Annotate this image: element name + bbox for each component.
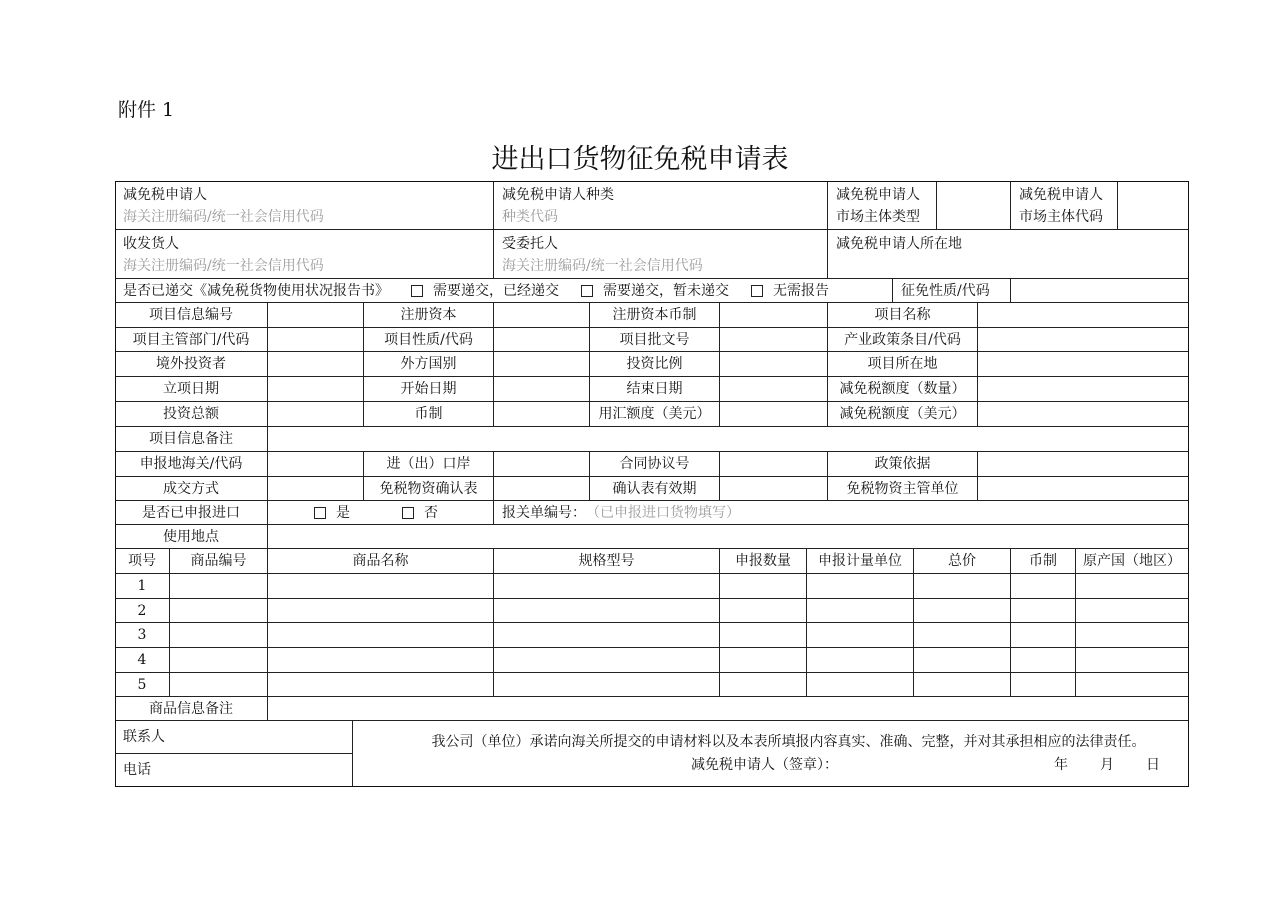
declare-r1-input-1[interactable] bbox=[268, 452, 364, 477]
project-r3-label-2: 外方国别 bbox=[364, 352, 494, 377]
goods-header-5: 申报数量 bbox=[720, 549, 807, 574]
goods-row-5-col-6[interactable] bbox=[807, 673, 914, 697]
goods-row-5-col-2[interactable] bbox=[170, 673, 268, 697]
goods-header-8: 币制 bbox=[1011, 549, 1076, 574]
goods-row-2-col-4[interactable] bbox=[494, 599, 720, 623]
project-r4-label-3: 结束日期 bbox=[590, 377, 720, 402]
goods-remark-label: 商品信息备注 bbox=[115, 697, 268, 721]
project-r2-label-2: 项目性质/代码 bbox=[364, 328, 494, 352]
phone-label: 电话 bbox=[123, 762, 151, 778]
declare-r2-input-3[interactable] bbox=[720, 477, 828, 501]
project-r5-label-2: 币制 bbox=[364, 402, 494, 427]
project-r3-input-3[interactable] bbox=[720, 352, 828, 377]
goods-header-7: 总价 bbox=[914, 549, 1011, 574]
goods-row-4-col-8[interactable] bbox=[1011, 648, 1076, 673]
project-remark-input[interactable] bbox=[268, 427, 1189, 452]
project-r4-input-4[interactable] bbox=[978, 377, 1189, 402]
goods-row-1-col-7[interactable] bbox=[914, 574, 1011, 599]
market-type-input[interactable] bbox=[937, 181, 1011, 230]
project-r1-label-1: 项目信息编号 bbox=[115, 303, 268, 328]
goods-row-5-col-9[interactable] bbox=[1076, 673, 1189, 697]
report-question: 是否已递交《减免税货物使用状况报告书》 bbox=[123, 282, 389, 299]
project-r1-input-3[interactable] bbox=[720, 303, 828, 328]
project-r5-label-1: 投资总额 bbox=[115, 402, 268, 427]
goods-row-5-col-4[interactable] bbox=[494, 673, 720, 697]
project-r1-label-4: 项目名称 bbox=[828, 303, 978, 328]
declare-r2-input-1[interactable] bbox=[268, 477, 364, 501]
use-place-input[interactable] bbox=[268, 525, 1189, 549]
goods-row-1-col-6[interactable] bbox=[807, 574, 914, 599]
goods-row-2-col-9[interactable] bbox=[1076, 599, 1189, 623]
goods-row-2-col-2[interactable] bbox=[170, 599, 268, 623]
project-r2-label-1: 项目主管部门/代码 bbox=[115, 328, 268, 352]
goods-row-1-col-4[interactable] bbox=[494, 574, 720, 599]
applicant-field[interactable] bbox=[115, 181, 494, 230]
opt-no-report[interactable]: 无需报告 bbox=[751, 282, 829, 300]
goods-remark-input[interactable] bbox=[268, 697, 1189, 721]
declare-r1-label-1: 申报地海关/代码 bbox=[115, 452, 268, 477]
goods-row-2-col-3[interactable] bbox=[268, 599, 494, 623]
checkbox-icon[interactable] bbox=[411, 285, 423, 297]
checkbox-icon[interactable] bbox=[314, 507, 326, 519]
opt-no[interactable]: 否 bbox=[402, 504, 438, 522]
goods-header-2: 商品编号 bbox=[170, 549, 268, 574]
goods-row-1-col-3[interactable] bbox=[268, 574, 494, 599]
nature-code-label: 征免性质/代码 bbox=[893, 279, 1011, 303]
pledge-block bbox=[353, 721, 1189, 787]
goods-row-3-col-4[interactable] bbox=[494, 623, 720, 648]
project-r3-input-2[interactable] bbox=[494, 352, 590, 377]
project-r5-input-1[interactable] bbox=[268, 402, 364, 427]
signature-label: 减免税申请人（签章）： bbox=[691, 757, 838, 773]
phone-field[interactable] bbox=[115, 754, 353, 787]
goods-row-4-col-5[interactable] bbox=[720, 648, 807, 673]
entrusted-label: 受委托人 bbox=[502, 236, 558, 252]
project-r2-label-3: 项目批文号 bbox=[590, 328, 720, 352]
goods-row-3-col-9[interactable] bbox=[1076, 623, 1189, 648]
declare-r1-input-4[interactable] bbox=[978, 452, 1189, 477]
project-r1-label-3: 注册资本币制 bbox=[590, 303, 720, 328]
entrusted-hint: 海关注册编码/统一社会信用代码 bbox=[502, 258, 703, 274]
entry-number-hint: （已申报进口货物填写） bbox=[586, 504, 740, 521]
consignee-hint: 海关注册编码/统一社会信用代码 bbox=[123, 258, 324, 274]
declare-r1-label-2: 进（出）口岸 bbox=[364, 452, 494, 477]
project-r5-input-4[interactable] bbox=[978, 402, 1189, 427]
goods-row-3-col-6[interactable] bbox=[807, 623, 914, 648]
goods-row-3-col-8[interactable] bbox=[1011, 623, 1076, 648]
goods-row-3-item-no: 3 bbox=[115, 623, 170, 648]
goods-header-9: 原产国（地区） bbox=[1076, 549, 1189, 574]
consignee-label: 收发货人 bbox=[123, 236, 179, 252]
goods-row-5-col-3[interactable] bbox=[268, 673, 494, 697]
checkbox-icon[interactable] bbox=[402, 507, 414, 519]
attachment-label: 附件 1 bbox=[118, 99, 175, 121]
declared-import-options bbox=[268, 501, 494, 525]
nature-code-input[interactable] bbox=[1011, 279, 1189, 303]
project-r5-label-3: 用汇额度（美元） bbox=[590, 402, 720, 427]
entry-number-label: 报关单编号： bbox=[502, 504, 586, 521]
goods-row-1-col-8[interactable] bbox=[1011, 574, 1076, 599]
goods-row-2-col-7[interactable] bbox=[914, 599, 1011, 623]
project-r2-input-4[interactable] bbox=[978, 328, 1189, 352]
goods-row-3-col-5[interactable] bbox=[720, 623, 807, 648]
goods-row-1-col-2[interactable] bbox=[170, 574, 268, 599]
project-r4-label-1: 立项日期 bbox=[115, 377, 268, 402]
project-r1-input-1[interactable] bbox=[268, 303, 364, 328]
goods-row-4-col-9[interactable] bbox=[1076, 648, 1189, 673]
use-place-label: 使用地点 bbox=[115, 525, 268, 549]
market-code-label: 减免税申请人 市场主体代码 bbox=[1011, 181, 1118, 230]
checkbox-icon[interactable] bbox=[751, 285, 763, 297]
project-r2-input-2[interactable] bbox=[494, 328, 590, 352]
goods-header-6: 申报计量单位 bbox=[807, 549, 914, 574]
project-remark-label: 项目信息备注 bbox=[115, 427, 268, 452]
goods-row-4-item-no: 4 bbox=[115, 648, 170, 673]
goods-row-4-col-2[interactable] bbox=[170, 648, 268, 673]
contact-label: 联系人 bbox=[123, 729, 165, 745]
project-r1-input-2[interactable] bbox=[494, 303, 590, 328]
project-r3-label-4: 项目所在地 bbox=[828, 352, 978, 377]
goods-row-1-item-no: 1 bbox=[115, 574, 170, 599]
opt-not-submitted[interactable]: 需要递交，暂未递交 bbox=[581, 282, 729, 300]
market-type-label: 减免税申请人 市场主体类型 bbox=[828, 181, 937, 230]
report-submitted-row bbox=[115, 279, 893, 303]
goods-row-4-col-3[interactable] bbox=[268, 648, 494, 673]
project-r5-input-2[interactable] bbox=[494, 402, 590, 427]
declare-r1-label-3: 合同协议号 bbox=[590, 452, 720, 477]
goods-row-3-col-3[interactable] bbox=[268, 623, 494, 648]
project-r5-input-3[interactable] bbox=[720, 402, 828, 427]
project-r3-label-1: 境外投资者 bbox=[115, 352, 268, 377]
project-r2-input-1[interactable] bbox=[268, 328, 364, 352]
goods-row-1-col-9[interactable] bbox=[1076, 574, 1189, 599]
goods-row-3-col-2[interactable] bbox=[170, 623, 268, 648]
goods-row-4-col-4[interactable] bbox=[494, 648, 720, 673]
declare-r2-input-4[interactable] bbox=[978, 477, 1189, 501]
project-r4-input-3[interactable] bbox=[720, 377, 828, 402]
sign-date: 年 月 日 bbox=[1054, 757, 1160, 773]
applicant-label: 减免税申请人 bbox=[123, 187, 207, 203]
declare-r2-label-1: 成交方式 bbox=[115, 477, 268, 501]
applicant-location-label: 减免税申请人所在地 bbox=[836, 236, 962, 252]
declare-r1-label-4: 政策依据 bbox=[828, 452, 978, 477]
goods-row-5-col-7[interactable] bbox=[914, 673, 1011, 697]
goods-header-1: 项号 bbox=[115, 549, 170, 574]
applicant-location-field[interactable] bbox=[828, 230, 1189, 279]
project-r1-label-2: 注册资本 bbox=[364, 303, 494, 328]
applicant-hint: 海关注册编码/统一社会信用代码 bbox=[123, 209, 324, 225]
opt-submitted[interactable]: 需要递交，已经递交 bbox=[411, 282, 559, 300]
declare-r2-label-2: 免税物资确认表 bbox=[364, 477, 494, 501]
goods-row-5-item-no: 5 bbox=[115, 673, 170, 697]
project-r2-input-3[interactable] bbox=[720, 328, 828, 352]
project-r4-label-2: 开始日期 bbox=[364, 377, 494, 402]
project-r4-input-1[interactable] bbox=[268, 377, 364, 402]
project-r2-label-4: 产业政策条目/代码 bbox=[828, 328, 978, 352]
goods-row-2-col-5[interactable] bbox=[720, 599, 807, 623]
project-r3-label-3: 投资比例 bbox=[590, 352, 720, 377]
declared-import-label: 是否已申报进口 bbox=[115, 501, 268, 525]
opt-yes[interactable]: 是 bbox=[314, 504, 350, 522]
pledge-text: 我公司（单位）承诺向海关所提交的申请材料以及本表所填报内容真实、准确、完整，并对其承担相应的法律责任。 bbox=[431, 734, 1146, 750]
checkbox-icon[interactable] bbox=[581, 285, 593, 297]
project-r4-label-4: 减免税额度（数量） bbox=[828, 377, 978, 402]
goods-row-1-col-5[interactable] bbox=[720, 574, 807, 599]
declare-r2-input-2[interactable] bbox=[494, 477, 590, 501]
project-r4-input-2[interactable] bbox=[494, 377, 590, 402]
goods-row-5-col-8[interactable] bbox=[1011, 673, 1076, 697]
entry-number-field[interactable] bbox=[494, 501, 1189, 525]
goods-row-5-col-5[interactable] bbox=[720, 673, 807, 697]
contact-field[interactable] bbox=[115, 721, 353, 754]
goods-header-4: 规格型号 bbox=[494, 549, 720, 574]
project-r3-input-1[interactable] bbox=[268, 352, 364, 377]
goods-row-4-col-6[interactable] bbox=[807, 648, 914, 673]
project-r3-input-4[interactable] bbox=[978, 352, 1189, 377]
applicant-type-field[interactable] bbox=[494, 181, 828, 230]
project-r5-label-4: 减免税额度（美元） bbox=[828, 402, 978, 427]
market-code-input[interactable] bbox=[1118, 181, 1189, 230]
consignee-field[interactable] bbox=[115, 230, 494, 279]
goods-row-2-col-6[interactable] bbox=[807, 599, 914, 623]
form-title: 进出口货物征免税申请表 bbox=[491, 144, 789, 175]
declare-r1-input-3[interactable] bbox=[720, 452, 828, 477]
entrusted-field[interactable] bbox=[494, 230, 828, 279]
applicant-type-hint: 种类代码 bbox=[502, 209, 558, 225]
goods-row-3-col-7[interactable] bbox=[914, 623, 1011, 648]
declare-r1-input-2[interactable] bbox=[494, 452, 590, 477]
applicant-type-label: 减免税申请人种类 bbox=[502, 187, 614, 203]
goods-row-2-col-8[interactable] bbox=[1011, 599, 1076, 623]
goods-row-4-col-7[interactable] bbox=[914, 648, 1011, 673]
declare-r2-label-3: 确认表有效期 bbox=[590, 477, 720, 501]
goods-row-2-item-no: 2 bbox=[115, 599, 170, 623]
declare-r2-label-4: 免税物资主管单位 bbox=[828, 477, 978, 501]
project-r1-input-4[interactable] bbox=[978, 303, 1189, 328]
goods-header-3: 商品名称 bbox=[268, 549, 494, 574]
